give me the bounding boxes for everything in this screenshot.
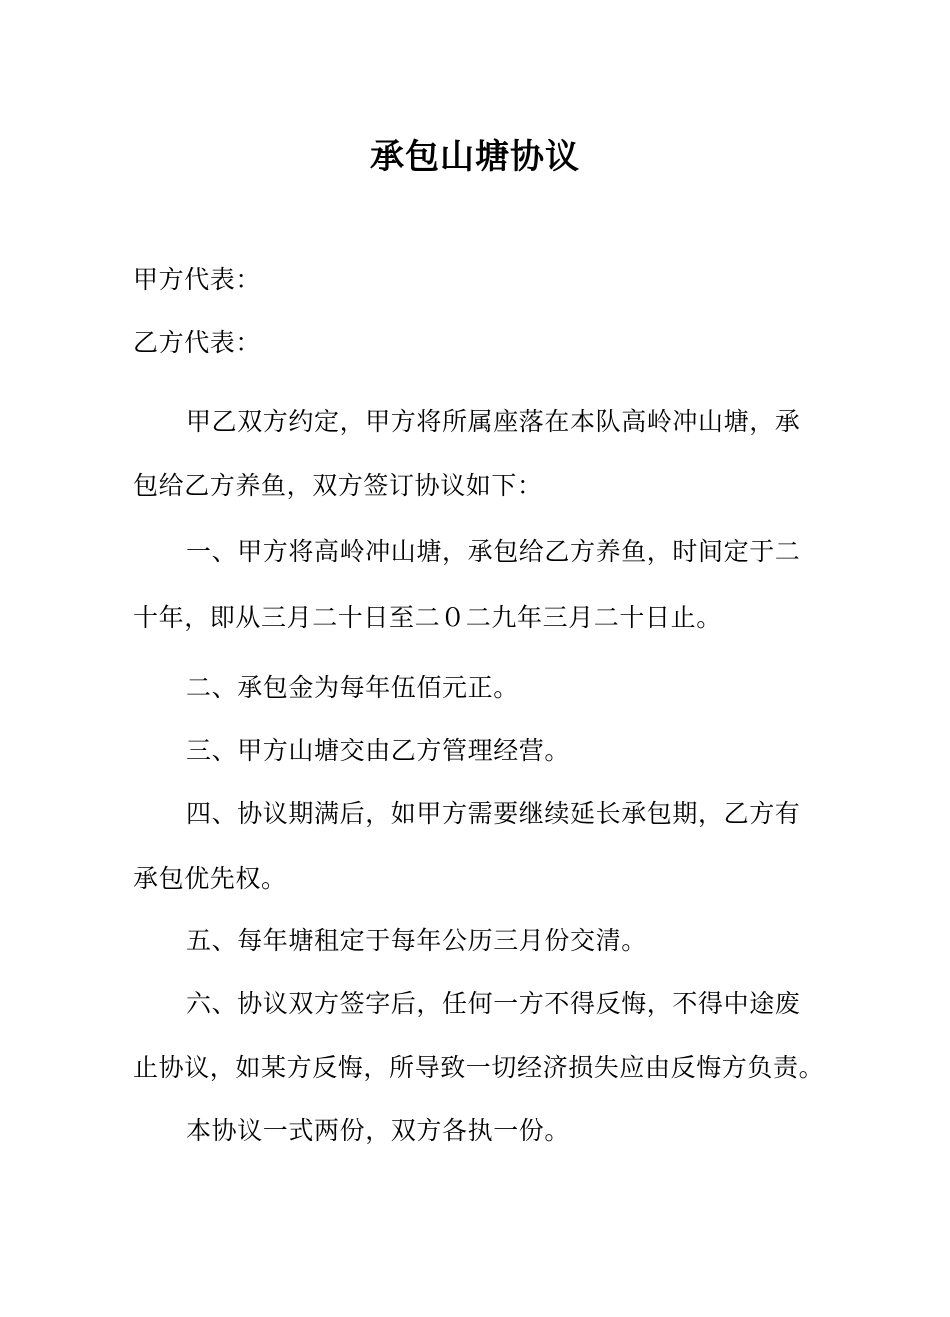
clause-1-line-2: 十年，即从三月二十日至二０二九年三月二十日止。 <box>133 603 722 632</box>
clause-6-line-1: 六、协议双方签字后，任何一方不得反悔，不得中途废 <box>186 989 801 1018</box>
clause-6-line-2: 止协议，如某方反悔，所导致一切经济损失应由反悔方负责。 <box>133 1053 825 1082</box>
closing-line: 本协议一式两份，双方各执一份。 <box>186 1116 571 1145</box>
clause-1-line-1: 一、甲方将高岭冲山塘，承包给乙方养鱼，时间定于二 <box>186 537 801 566</box>
party-b-label: 乙方代表： <box>133 328 262 357</box>
party-a-label: 甲方代表： <box>133 265 262 294</box>
clause-5: 五、每年塘租定于每年公历三月份交清。 <box>186 926 647 955</box>
clause-2: 二、承包金为每年伍佰元正。 <box>186 673 519 702</box>
document-title: 承包山塘协议 <box>370 137 580 177</box>
intro-line-1: 甲乙双方约定，甲方将所属座落在本队高岭冲山塘，承 <box>186 407 801 436</box>
intro-line-2: 包给乙方养鱼，双方签订协议如下： <box>133 471 543 500</box>
clause-4-line-1: 四、协议期满后，如甲方需要继续延长承包期，乙方有 <box>186 799 801 828</box>
clause-3: 三、甲方山塘交由乙方管理经营。 <box>186 736 571 765</box>
clause-4-line-2: 承包优先权。 <box>133 864 287 893</box>
